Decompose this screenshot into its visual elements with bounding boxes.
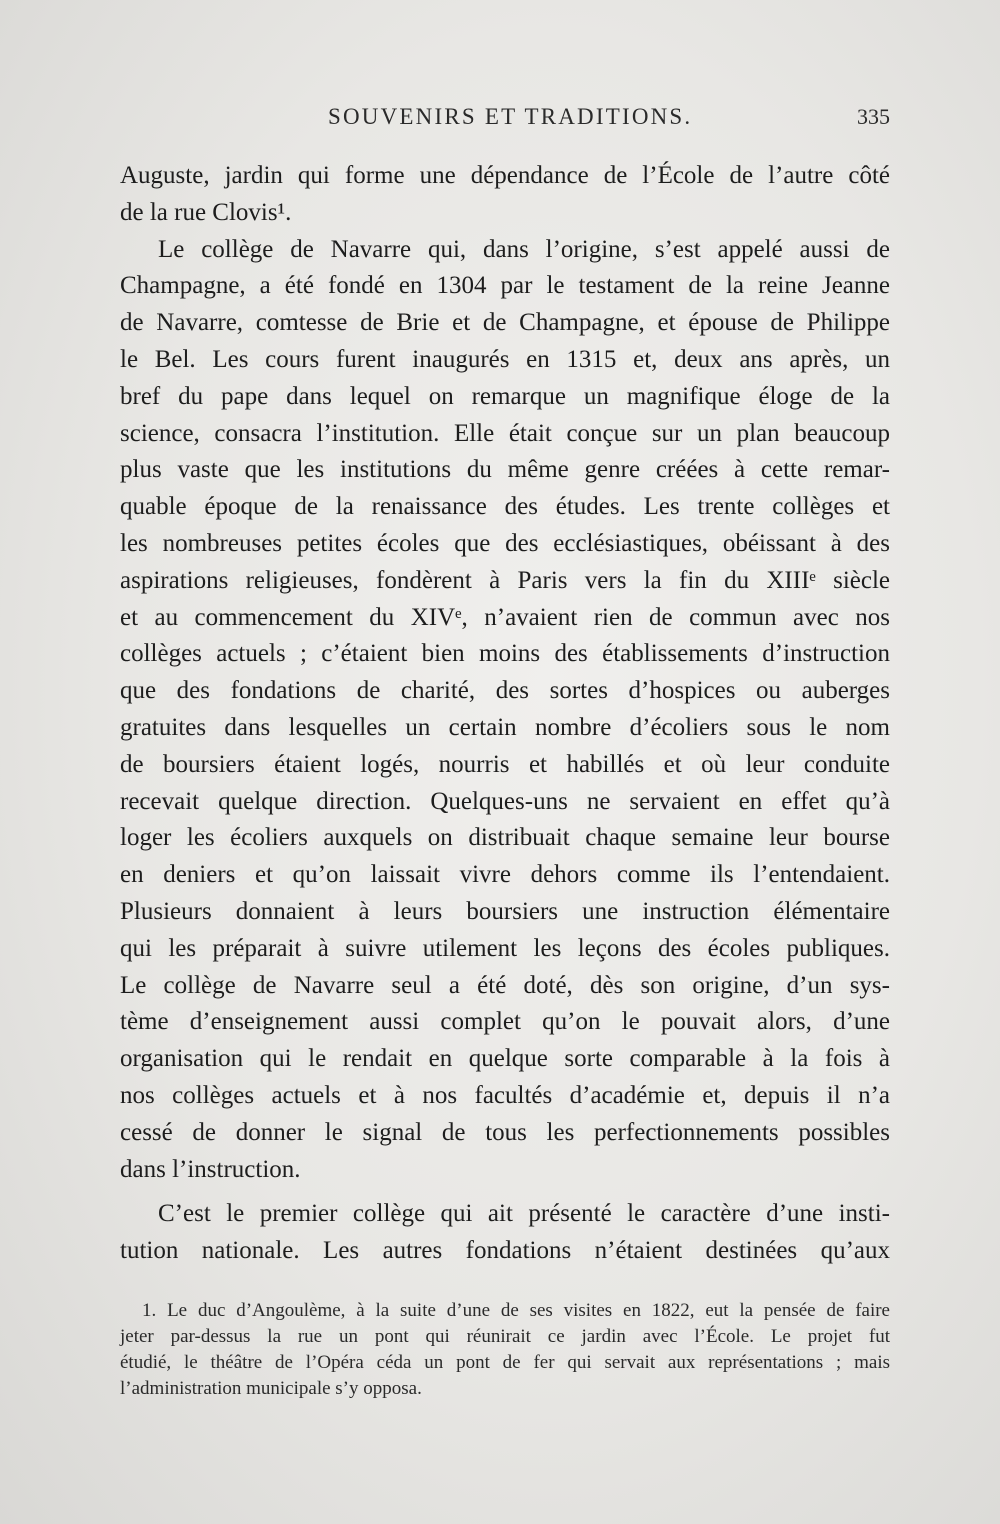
text-line: gratuites dans lesquelles un certain nombre d’écoliers sous le nom: [120, 713, 890, 741]
text-line: organisation qui le rendait en quelque sorte comparable à la fois à: [120, 1045, 890, 1073]
text-line: Plusieurs donnaient à leurs boursiers une instruction élémentaire: [120, 897, 890, 925]
text-line: collèges actuels ; c’étaient bien moins des établissements d’instruction: [120, 640, 890, 668]
page-header: [120, 104, 890, 140]
text-line: Le collège de Navarre seul a été doté, dès son origine, d’un sys-: [120, 971, 890, 999]
text-line: de boursiers étaient logés, nourris et habillés et où leur conduite: [120, 750, 890, 778]
running-title: SOUVENIRS ET TRADITIONS.: [328, 104, 693, 129]
text-line: tème d’enseignement aussi complet qu’on le pouvait alors, d’une: [120, 1008, 890, 1036]
text-line: que des fondations de charité, des sortes d’hospices ou auberges: [120, 677, 890, 705]
text-line: cessé de donner le signal de tous les perfectionnements possibles: [120, 1118, 890, 1146]
text-line: science, consacra l’institution. Elle était conçue sur un plan beaucoup: [120, 419, 890, 447]
text-line: les nombreuses petites écoles que des ecclésiastiques, obéissant à des: [120, 529, 890, 557]
main-text: [120, 158, 890, 1270]
footnotes: [120, 1298, 890, 1402]
text-line: tution nationale. Les autres fondations n’étaient destinées qu’aux: [120, 1237, 890, 1265]
text-line: le Bel. Les cours furent inaugurés en 1315 et, deux ans après, un: [120, 345, 890, 373]
text-line: loger les écoliers auxquels on distribuait chaque semaine leur bourse: [120, 824, 890, 852]
text-line: dans l’instruction.: [120, 1155, 301, 1183]
footnote-line: 1. Le duc d’Angoulème, à la suite d’une de ses visites en 1822, eut la pensée de faire: [142, 1300, 890, 1321]
text-line: en deniers et qu’on laissait vivre dehors comme ils l’entendaient.: [120, 861, 890, 889]
text-line: nos collèges actuels et à nos facultés d’académie et, depuis il n’a: [120, 1081, 890, 1109]
paragraph: [120, 232, 890, 1189]
text-line: Auguste, jardin qui forme une dépendance de l’École de l’autre côté: [120, 162, 890, 189]
paragraph: [120, 1196, 890, 1270]
text-line: qui les préparait à suivre utilement les leçons des écoles publiques.: [120, 934, 890, 962]
text-line: de la rue Clovis¹.: [120, 198, 292, 226]
footnote-line: jeter par-dessus la rue un pont qui réunirait ce jardin avec l’École. Le projet fut: [120, 1326, 890, 1347]
text-line: Le collège de Navarre qui, dans l’origine, s’est appelé aussi de: [158, 235, 890, 263]
paragraph: [120, 158, 890, 232]
text-line: quable époque de la renaissance des études. Les trente collèges et: [120, 493, 890, 521]
page-number: 335: [857, 104, 890, 129]
text-line: recevait quelque direction. Quelques-uns ne servaient en effet qu’à: [120, 787, 890, 815]
text-line: plus vaste que les institutions du même genre créées à cette remar-: [120, 456, 890, 484]
text-line: de Navarre, comtesse de Brie et de Champagne, et épouse de Philippe: [120, 309, 890, 337]
footnote-line: l’administration municipale s’y opposa.: [120, 1378, 422, 1399]
text-line: et au commencement du XIVᵉ, n’avaient rien de commun avec nos: [120, 603, 890, 631]
text-line: bref du pape dans lequel on remarque un magnifique éloge de la: [120, 382, 890, 410]
text-line: aspirations religieuses, fondèrent à Paris vers la fin du XIIIᵉ siècle: [120, 566, 890, 594]
text-line: Champagne, a été fondé en 1304 par le testament de la reine Jeanne: [120, 272, 890, 300]
footnote-line: étudié, le théâtre de l’Opéra céda un pont de fer qui servait aux représentations ; mais: [120, 1352, 890, 1373]
text-line: C’est le premier collège qui ait présenté le caractère d’une insti-: [158, 1200, 890, 1228]
